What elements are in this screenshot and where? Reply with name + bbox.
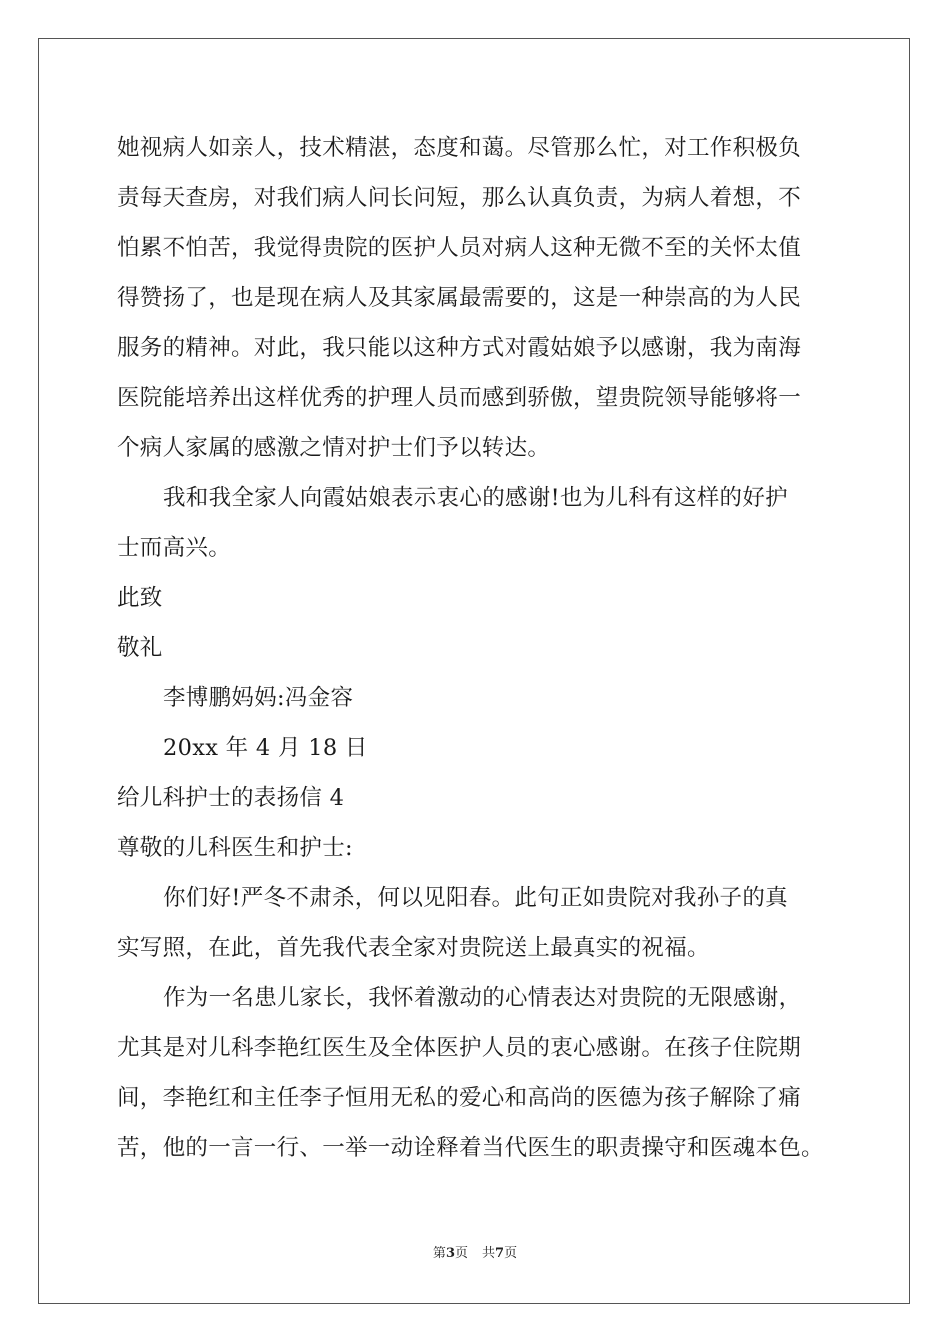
paragraph-line: 苦，他的一言一行、一举一动诠释着当代医生的职责操守和医魂本色。 [117,1135,824,1161]
paragraph-line: 作为一名患儿家长，我怀着激动的心情表达对贵院的无限感谢， [163,985,802,1011]
paragraph-line: 医院能培养出这样优秀的护理人员而感到骄傲，望贵院领导能够将一 [117,385,802,411]
section-heading: 给儿科护士的表扬信 4 [117,785,345,811]
letter-date: 20xx 年 4 月 18 日 [163,735,368,761]
paragraph-line: 她视病人如亲人，技术精湛，态度和蔼。尽管那么忙，对工作积极负 [117,135,802,161]
closing-regards: 敬礼 [117,635,163,661]
paragraph-line: 你们好!严冬不肃杀，何以见阳春。此句正如贵院对我孙子的真 [163,885,788,911]
signature: 李博鹏妈妈:冯金容 [163,685,354,711]
letter-greeting: 尊敬的儿科医生和护士: [117,835,353,861]
paragraph-line: 个病人家属的感激之情对护士们予以转达。 [117,435,551,461]
page-border [38,38,910,1304]
page-unit: 页 [454,1246,468,1261]
total-prefix: 共 [482,1246,496,1261]
current-page-number: 3 [445,1246,455,1261]
paragraph-line: 实写照，在此，首先我代表全家对贵院送上最真实的祝福。 [117,935,710,961]
paragraph-line: 我和我全家人向霞姑娘表示衷心的感谢!也为儿科有这样的好护 [163,485,788,511]
total-unit: 页 [504,1246,518,1261]
paragraph-line: 服务的精神。对此，我只能以这种方式对霞姑娘予以感谢，我为南海 [117,335,802,361]
paragraph-line: 尤其是对儿科李艳红医生及全体医护人员的衷心感谢。在孩子住院期 [117,1035,802,1061]
paragraph-line: 怕累不怕苦，我觉得贵院的医护人员对病人这种无微不至的关怀太值 [117,235,802,261]
paragraph-line: 间，李艳红和主任李子恒用无私的爱心和高尚的医德为孩子解除了痛 [117,1085,802,1111]
closing-salutation: 此致 [117,585,163,611]
paragraph-line: 士而高兴。 [117,535,232,561]
page-prefix: 第 [432,1246,446,1261]
paragraph-line: 责每天查房，对我们病人问长问短，那么认真负责，为病人着想，不 [117,185,802,211]
total-page-number: 7 [495,1246,505,1261]
page-footer [0,1245,950,1263]
paragraph-line: 得赞扬了，也是现在病人及其家属最需要的，这是一种崇高的为人民 [117,285,802,311]
